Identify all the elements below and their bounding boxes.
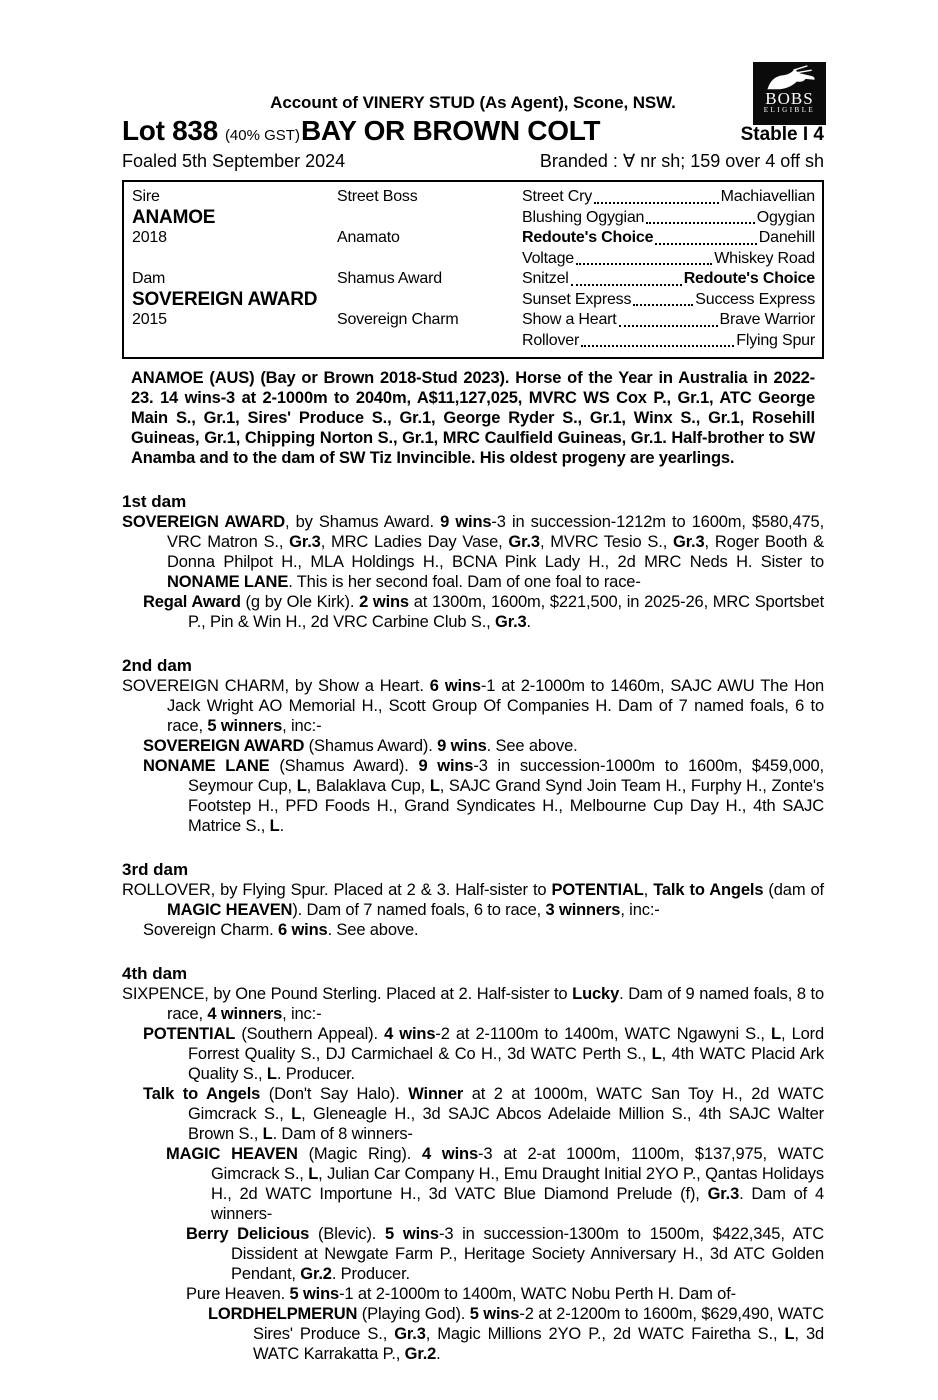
dot-leader xyxy=(619,310,718,327)
text: (Blevic). xyxy=(309,1225,386,1243)
text: . Dam of 9 named foals, 8 to race, xyxy=(167,985,824,1023)
emphasised-text: ANAMOE (AUS) (Bay or Brown 2018-Stud 2023). Horse of the Year in Australia in 2022-23. 14 wins-3 at 2-1000m to 2040m, A$11,127,025, MVRC WS Cox P., Gr.1, ATC George Main S., Gr.1, Sires' Produce S., Gr.1, George Ryder S., Gr.1, Winx S., Gr.1, Rosehill Guineas, Gr.1, Chipping Norton S., Gr.1, MRC Caulfield Guineas, Gr.1. Half-brother to SW Anamba and to the dam of SW Tiz Invincible. His oldest progeny are yearlings. xyxy=(131,369,815,467)
text: . Producer. xyxy=(331,1265,410,1283)
text: , inc:- xyxy=(620,901,660,919)
pedigree-cell: Flying Spur xyxy=(736,331,815,349)
pedigree-paragraph xyxy=(122,592,824,632)
pedigree-cell: Anamato xyxy=(337,229,400,246)
pedigree-cell: Redoute's Choice xyxy=(522,229,654,246)
text: , Magic Millions 2YO P., 2d WATC Fairetha S., xyxy=(425,1325,785,1343)
stable-position: Stable I 4 xyxy=(740,124,824,145)
pedigree-col-parents xyxy=(124,187,337,351)
emphasised-text: L xyxy=(308,1165,319,1183)
emphasised-text: Gr.3 xyxy=(707,1185,740,1203)
emphasised-text: Gr.3 xyxy=(673,533,705,551)
emphasised-text: L xyxy=(296,777,307,795)
pedigree-paragraph xyxy=(122,920,824,940)
pedigree-cell: Machiavellian xyxy=(720,188,815,205)
text: ROLLOVER, by Flying Spur. Placed at 2 & 3. Half-sister to xyxy=(122,881,552,899)
emphasised-text: L xyxy=(771,1025,781,1043)
pedigree-paragraph xyxy=(122,880,824,920)
emphasised-text: L xyxy=(269,817,280,835)
emphasised-text: Talk to Angels xyxy=(143,1085,261,1103)
emphasised-text: 4 wins xyxy=(422,1145,478,1163)
emphasised-text: Regal Award xyxy=(143,593,241,611)
text: Sovereign Charm. xyxy=(143,921,279,939)
emphasised-text: 9 wins xyxy=(437,737,487,755)
pedigree-horse-name: SOVEREIGN AWARD xyxy=(132,288,318,310)
lot-number: Lot 838 xyxy=(122,115,218,146)
emphasised-text: Winner xyxy=(408,1085,464,1103)
pedigree-pair-row xyxy=(522,208,815,229)
emphasised-text: 2 wins xyxy=(359,593,409,611)
pedigree-cell: Blushing Ogygian xyxy=(522,208,645,226)
pedigree-paragraph xyxy=(122,1024,824,1084)
bobs-logo-text: BOBS xyxy=(765,89,814,108)
dam-sections xyxy=(122,492,824,1364)
pedigree-paragraph xyxy=(122,736,824,756)
emphasised-text: 5 wins xyxy=(289,1285,340,1303)
dot-leader xyxy=(581,331,734,348)
emphasised-text: POTENTIAL xyxy=(143,1025,236,1043)
brand-description: Branded : ∀ nr sh; 159 over 4 off sh xyxy=(539,151,824,171)
pedigree-cell: Success Express xyxy=(695,290,815,308)
dam-section xyxy=(122,964,824,1364)
text: (Southern Appeal). xyxy=(235,1025,385,1043)
dam-section xyxy=(122,656,824,836)
text: , Balaklava Cup, xyxy=(306,777,430,795)
text: , MVRC Tesio S., xyxy=(539,533,674,551)
pedigree-paragraph xyxy=(122,512,824,592)
text: . See above. xyxy=(486,737,578,755)
pedigree-pair-row xyxy=(522,310,815,331)
text: . xyxy=(279,817,285,835)
text: , Roger Booth & Donna Philpot H., MLA Holdings H., BCNA Pink Lady H., 2d MRC Neds H. Sister to xyxy=(167,533,824,571)
pedigree-cell: Rollover xyxy=(522,331,580,349)
pedigree-pair-row xyxy=(522,269,815,290)
emphasised-text: POTENTIAL xyxy=(551,881,644,899)
pedigree-pair-row xyxy=(522,331,815,352)
dam-section-heading: 4th dam xyxy=(122,964,188,983)
pedigree-cell xyxy=(132,331,337,352)
dot-leader xyxy=(655,228,756,245)
dam-section-heading: 1st dam xyxy=(122,492,187,511)
dam-section xyxy=(122,492,824,632)
pedigree-col-grandparents xyxy=(337,187,522,351)
pedigree-cell: Voltage xyxy=(522,249,574,267)
text: SOVEREIGN CHARM, by Show a Heart. xyxy=(122,677,430,695)
text: , 3d WATC Karrakatta P., xyxy=(253,1325,824,1363)
dot-leader xyxy=(633,290,693,307)
emphasised-text: Gr.3 xyxy=(289,533,321,551)
text: , Gleneagle H., 3d SAJC Abcos Adelaide Million S., 4th SAJC Walter Brown S., xyxy=(188,1105,824,1143)
pedigree-cell: 2015 xyxy=(132,311,167,328)
text: at 1300m, 1600m, $221,500, in 2025-26, MRC Sportsbet P., Pin & Win H., 2d VRC Carbine Club S., xyxy=(188,593,825,631)
dam-section xyxy=(122,860,824,940)
horse-head-icon xyxy=(761,65,819,91)
text: -3 in succession-1212m to 1600m, $580,475, VRC Matron S., xyxy=(167,513,825,551)
pedigree-paragraph xyxy=(122,984,824,1024)
text: (Don't Say Halo). xyxy=(260,1085,409,1103)
account-line: Account of VINERY STUD (As Agent), Scone, NSW. xyxy=(270,93,676,112)
pedigree-pair-row xyxy=(522,249,815,270)
text: -1 at 2-1000m to 1400m, WATC Nobu Perth H. Dam of- xyxy=(339,1285,736,1303)
emphasised-text: 5 wins xyxy=(385,1225,439,1243)
dot-leader xyxy=(571,269,682,286)
pedigree-cell: Snitzel xyxy=(522,270,569,287)
dot-leader xyxy=(594,187,719,204)
text: , by Shamus Award. xyxy=(284,513,441,531)
dam-section-heading: 2nd dam xyxy=(122,656,192,675)
text: -3 in succession-1300m to 1500m, $422,345, ATC Dissident at Newgate Farm P., Heritage Society Anniversary H., 3d ATC Golden Pendant, xyxy=(231,1225,824,1283)
pedigree-pair-row xyxy=(522,187,815,208)
emphasised-text: Talk to Angels xyxy=(653,881,764,899)
pedigree-cell: Brave Warrior xyxy=(719,311,815,328)
text: , 4th WATC Placid Ark Quality S., xyxy=(188,1045,824,1083)
emphasised-text: 9 wins xyxy=(440,513,492,531)
pedigree-cell xyxy=(337,249,522,270)
pedigree-cell xyxy=(337,290,522,311)
pedigree-pair-row xyxy=(522,290,815,311)
pedigree-cell: Sire xyxy=(132,188,160,205)
text: , inc:- xyxy=(282,717,322,735)
pedigree-cell: Sovereign Charm xyxy=(337,311,459,328)
emphasised-text: LORDHELPMERUN xyxy=(208,1305,358,1323)
pedigree-paragraph xyxy=(122,676,824,736)
emphasised-text: L xyxy=(651,1045,662,1063)
foaled-date: Foaled 5th September 2024 xyxy=(122,151,346,171)
text: (Playing God). xyxy=(357,1305,470,1323)
text: , xyxy=(643,881,654,899)
emphasised-text: 5 winners xyxy=(207,717,283,735)
text: -2 at 2-1200m to 1600m, $629,490, WATC Sires' Produce S., xyxy=(253,1305,825,1343)
pedigree-paragraph xyxy=(122,1144,824,1224)
text: (Magic Ring). xyxy=(297,1145,423,1163)
gst-note: (40% GST) xyxy=(224,127,300,144)
text: . See above. xyxy=(327,921,419,939)
text: -2 at 2-1100m to 1400m, WATC Ngawyni S., xyxy=(435,1025,772,1043)
text: (g by Ole Kirk). xyxy=(240,593,360,611)
pedigree-cell: Street Cry xyxy=(522,188,593,205)
emphasised-text: 5 wins xyxy=(469,1305,520,1323)
emphasised-text: Lucky xyxy=(572,985,620,1003)
emphasised-text: L xyxy=(291,1105,302,1123)
text: ). Dam of 7 named foals, 6 to race, xyxy=(292,901,546,919)
dot-leader xyxy=(646,208,755,225)
pedigree-cell: Street Boss xyxy=(337,188,418,205)
emphasised-text: 6 wins xyxy=(278,921,328,939)
dot-leader xyxy=(576,249,712,266)
text: (Shamus Award). xyxy=(304,737,438,755)
pedigree-paragraph xyxy=(122,1224,824,1284)
sire-summary-paragraph xyxy=(131,368,815,468)
text: , SAJC Grand Synd Join Team H., Furphy H., Zonte's Footstep H., PFD Foods H., Grand Syndicates H., Melbourne Cup Day H., 4th SAJC Matrice S., xyxy=(188,777,825,835)
text: . xyxy=(436,1345,441,1363)
pedigree-cell: Sunset Express xyxy=(522,290,632,308)
emphasised-text: Berry Delicious xyxy=(186,1225,310,1243)
emphasised-text: Gr.3 xyxy=(495,613,527,631)
text: , inc:- xyxy=(282,1005,322,1023)
pedigree-paragraph xyxy=(122,1304,824,1364)
pedigree-cell: Danehill xyxy=(758,229,815,246)
emphasised-text: L xyxy=(262,1125,273,1143)
text: at 2 at 1000m, WATC San Toy H., 2d WATC Gimcrack S., xyxy=(188,1085,824,1123)
pedigree-cell xyxy=(337,331,522,352)
pedigree-cell: 2018 xyxy=(132,229,167,246)
text: -1 at 2-1000m to 1460m, SAJC AWU The Hon Jack Wright AO Memorial H., Scott Group Of Companies H. Dam of 7 named foals, 6 to race, xyxy=(167,677,824,735)
pedigree-cell: Show a Heart xyxy=(522,311,617,328)
emphasised-text: Gr.3 xyxy=(394,1325,426,1343)
lot-header xyxy=(122,115,824,147)
pedigree-horse-name: ANAMOE xyxy=(132,206,216,228)
pedigree-paragraph xyxy=(122,756,824,836)
emphasised-text: 6 wins xyxy=(429,677,481,695)
text: . xyxy=(526,613,531,631)
catalogue-content xyxy=(122,89,825,1364)
pedigree-cell: Dam xyxy=(132,270,166,287)
emphasised-text: 4 wins xyxy=(384,1025,436,1043)
emphasised-text: Gr.3 xyxy=(508,533,540,551)
text: -3 at 2-at 1000m, 1100m, $137,975, WATC Gimcrack S., xyxy=(211,1145,824,1183)
emphasised-text: Gr.2 xyxy=(300,1265,332,1283)
text: (dam of xyxy=(763,881,824,899)
text: . Dam of 4 winners- xyxy=(211,1185,824,1223)
pedigree-table xyxy=(122,180,824,359)
pedigree-cell: Ogygian xyxy=(756,208,815,226)
pedigree-cell: Redoute's Choice xyxy=(683,270,815,287)
emphasised-text: NONAME LANE xyxy=(143,757,270,775)
emphasised-text: 4 winners xyxy=(207,1005,283,1023)
emphasised-text: L xyxy=(266,1065,277,1083)
pedigree-cell xyxy=(132,249,337,270)
pedigree-cell xyxy=(337,208,522,229)
foaled-branded-line xyxy=(122,150,824,172)
emphasised-text: MAGIC HEAVEN xyxy=(166,1145,298,1163)
text: . Producer. xyxy=(276,1065,355,1083)
pedigree-cell: Shamus Award xyxy=(337,270,442,287)
text: (Shamus Award). xyxy=(269,757,419,775)
text: , Julian Car Company H., Emu Draught Initial 2YO P., Qantas Holidays H., 2d WATC Importune H., 3d VATC Blue Diamond Prelude (f), xyxy=(211,1165,824,1203)
pedigree-paragraph xyxy=(122,1284,824,1304)
dam-section-heading: 3rd dam xyxy=(122,860,189,879)
emphasised-text: SOVEREIGN AWARD xyxy=(143,737,305,755)
page-title: BAY OR BROWN COLT xyxy=(300,115,601,146)
bobs-logo-subtitle: ELIGIBLE xyxy=(763,106,816,114)
text: . This is her second foal. Dam of one foal to race- xyxy=(288,573,641,591)
emphasised-text: Gr.2 xyxy=(404,1345,437,1363)
emphasised-text: NONAME LANE xyxy=(167,573,289,591)
text: , Lord Forrest Quality S., DJ Carmichael & Co H., 3d WATC Perth S., xyxy=(188,1025,824,1063)
pedigree-pair-row xyxy=(522,228,815,249)
emphasised-text: MAGIC HEAVEN xyxy=(167,901,293,919)
emphasised-text: L xyxy=(429,777,440,795)
text: , MRC Ladies Day Vase, xyxy=(320,533,509,551)
pedigree-col-greatgrandparents xyxy=(522,187,822,351)
emphasised-text: 9 wins xyxy=(418,757,474,775)
emphasised-text: 3 winners xyxy=(545,901,621,919)
text: . Dam of 8 winners- xyxy=(272,1125,413,1143)
emphasised-text: L xyxy=(784,1325,795,1343)
text: -3 in succession-1000m to 1600m, $459,000, Seymour Cup, xyxy=(188,757,824,795)
pedigree-paragraph xyxy=(122,1084,824,1144)
pedigree-cell: Whiskey Road xyxy=(714,249,815,267)
text: SIXPENCE, by One Pound Sterling. Placed at 2. Half-sister to xyxy=(122,985,573,1003)
text: Pure Heaven. xyxy=(186,1285,290,1303)
emphasised-text: SOVEREIGN AWARD xyxy=(122,513,285,531)
